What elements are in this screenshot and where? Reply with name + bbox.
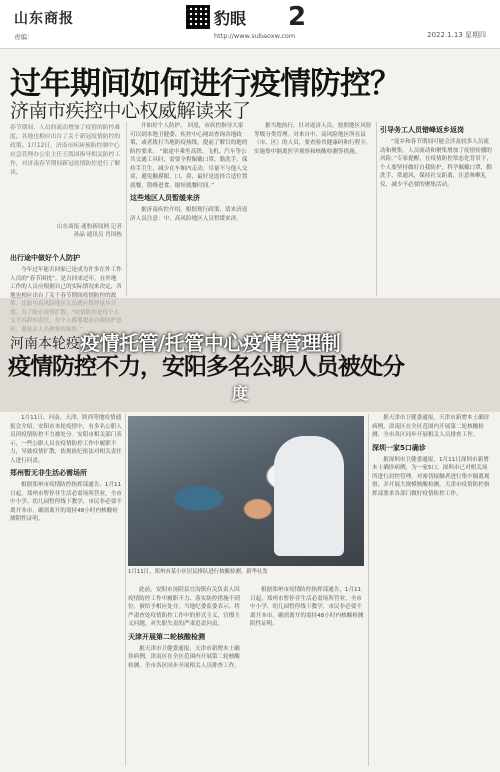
second-left-text: 1月11日，河南、天津、陕西等地疫情通报会介绍，安阳市本轮疫情中，有多名公职人员因疫情防控不力被处分。安阳市相关部门表示，一些公职人员在疫情防控工作中履职不力，导致疫情扩散，依规依纪依法对相关责任人进行问责。: [10, 415, 122, 464]
site-url: http://www.subaoxw.com: [214, 32, 296, 40]
top-subheadline: 济南市疾控中心权威解读来了: [10, 100, 251, 122]
second-mid-text2: 据天津市卫健委通报，天津市新增本土确诊病例，津南区在全区范围内开展第二轮核酸检测，全市各区同步开展相关人员排查工作。: [128, 645, 240, 669]
second-right-heading: 深圳一家5口确诊: [372, 443, 426, 452]
section-brand: 豹眼: [214, 9, 247, 28]
top-col2-text: 开如好个人防护。 回返，市疾控指导大家可以到本地卫健委、疾控中心网站查询各地政策，或者拨打当地防疫热线，提前了解目的地的防控要求。 “旅途中乘坐高铁、飞机、汽车等公共交通工具时，需要全程佩戴口罩，勤洗手，保持手卫生，减少在车厢内走动，尽量不与他人交谈，避免触摸眼、口、鼻，最好是选择合适位置就餐，错峰进食，缩短就餐时间。”: [130, 123, 248, 189]
second-right-text: 据深圳市卫健委通报，1月11日深圳市新增本土确诊病例，为一家5口。深圳市已对相关场所进行封控管理，对密切接触者进行集中隔离观察，并开展大规模核酸检测。天津市疫情防控指挥部要求各部门做好疫情防控工作。: [372, 456, 490, 497]
second-left-text2: 根据郑州市疫情防控指挥部通告，1月11日起，郑州市暂停非生活必需场所营业，全市中小学、幼儿园暂停线下教学，市民非必要不离开本市，确需离开的需持48小时内核酸检测阴性证明。: [10, 482, 122, 522]
photo-caption: 1月11日，郑州市某小区居民排队进行核酸检测。新华社发: [128, 569, 268, 575]
top-intro: 春节期间，人员的流动增加了疫情的防控难度。各地也相应出台了关于新冠疫情防控的政策。1月12日，济南市疾病预防控制中心应急管理办公室主任王凯国指导相关防控工作，对济南春节期间新冠疫情防控进行了解读。: [10, 125, 121, 176]
second-right-text-top: 据天津市卫健委通报，天津市新增本土确诊病例，津南区在全区范围内开展第二轮核酸检测，全市各区同步开展相关人员排查工作。: [372, 415, 490, 438]
column-divider: [376, 122, 377, 296]
second-left-heading: 郑州暂无非生活必需场所: [10, 469, 87, 477]
top-byline: 山东商报·速豹新闻网 记者 孙晶 通讯员 肖国栋: [56, 224, 122, 238]
column-divider: [126, 122, 127, 296]
protective-suit-figure: [274, 436, 344, 556]
page-number: 2: [288, 2, 307, 32]
top-col4-heading: 引导务工人员错峰返乡返岗: [380, 126, 464, 134]
top-col2-text2: 据济南疾控介绍，根据现行政策，请来济返济人员注意：中、高风险地区人员暂缓来济。: [130, 207, 248, 222]
second-mid-heading: 天津开展第二轮核酸检测: [128, 632, 205, 641]
second-col-left: [10, 414, 122, 766]
second-mid-b-text: 根据郑州市疫情防控指挥部通告，1月11日起，郑州市暂停非生活必需场所营业，全市中小学、幼儿园暂停线下教学，市民非必要不离开本市，确需离开的需持48小时内核酸检测阴性证明。: [250, 587, 364, 627]
top-col-4: [380, 122, 492, 298]
newspaper-logo: 山东商报: [14, 11, 74, 27]
top-col-3: [254, 122, 372, 298]
top-col-1: [10, 250, 122, 298]
second-col-right: [372, 414, 492, 766]
second-col-mid-b: [250, 586, 364, 766]
top-col3-text: 据当地执行，针对返济人员，按照地区风险等级分类管理。对来自中、高风险地区所在县（市、区）的人员，要查验其健康码和行程卡，实施集中隔离医学观察和核酸检测等措施。: [254, 123, 372, 155]
section-label: 河南本轮疫: [10, 336, 80, 352]
top-col2-heading: 这些地区人员暂缓来济: [130, 194, 200, 202]
column-divider: [125, 414, 126, 766]
second-mid-text: 此前，安阳市汤阴县宜沟镇有关负责人因疫情防控工作中履职不力、落实防控措施不到位，被给予相应处分。当地纪委监委表示，将严肃查处疫情防控工作中的形式主义、官僚主义问题，对失职失责的严肃追责问责。: [128, 587, 240, 627]
top-col1-heading: 出行途中做好个人防护: [10, 254, 80, 262]
top-col-2: [130, 122, 248, 298]
issue-date: 2022.1.13 星期四: [427, 31, 486, 39]
overlay-title: 疫情托管/托管中心疫情管理制: [80, 331, 341, 355]
news-photo: [128, 416, 364, 566]
top-col4-text: “返乡和春节期间可能会涉及较多人员流动和聚集。人员流动和聚集增加了疫情传播的风险。”专家提醒，在疫情防控常态化背景下，个人要坚持做好自我防护，科学佩戴口罩，勤洗手、常通风，保持社交距离，注意咳嗽礼仪，减少不必要的聚集活动。: [380, 139, 492, 188]
second-headline: 疫情防控不力，安阳多名公职人员被处分: [8, 354, 404, 380]
top-headline: 过年期间如何进行疫情防控？: [10, 66, 400, 102]
second-col-mid-a: [128, 586, 242, 766]
qr-code-icon: [186, 5, 210, 29]
top-col1-text: 今年过年能否回家已是成为许多在外工作人员的“春节困扰”。是否回来过年，在外地工作的人员应根据自己的实际情况来决定，各地也相应出台了关于春节期间疫情防控的政: [10, 267, 122, 299]
column-divider: [368, 414, 369, 766]
masthead: [0, 0, 500, 49]
overlay-title-suffix: 度: [232, 384, 249, 403]
editors-line: 责编：: [14, 33, 34, 41]
